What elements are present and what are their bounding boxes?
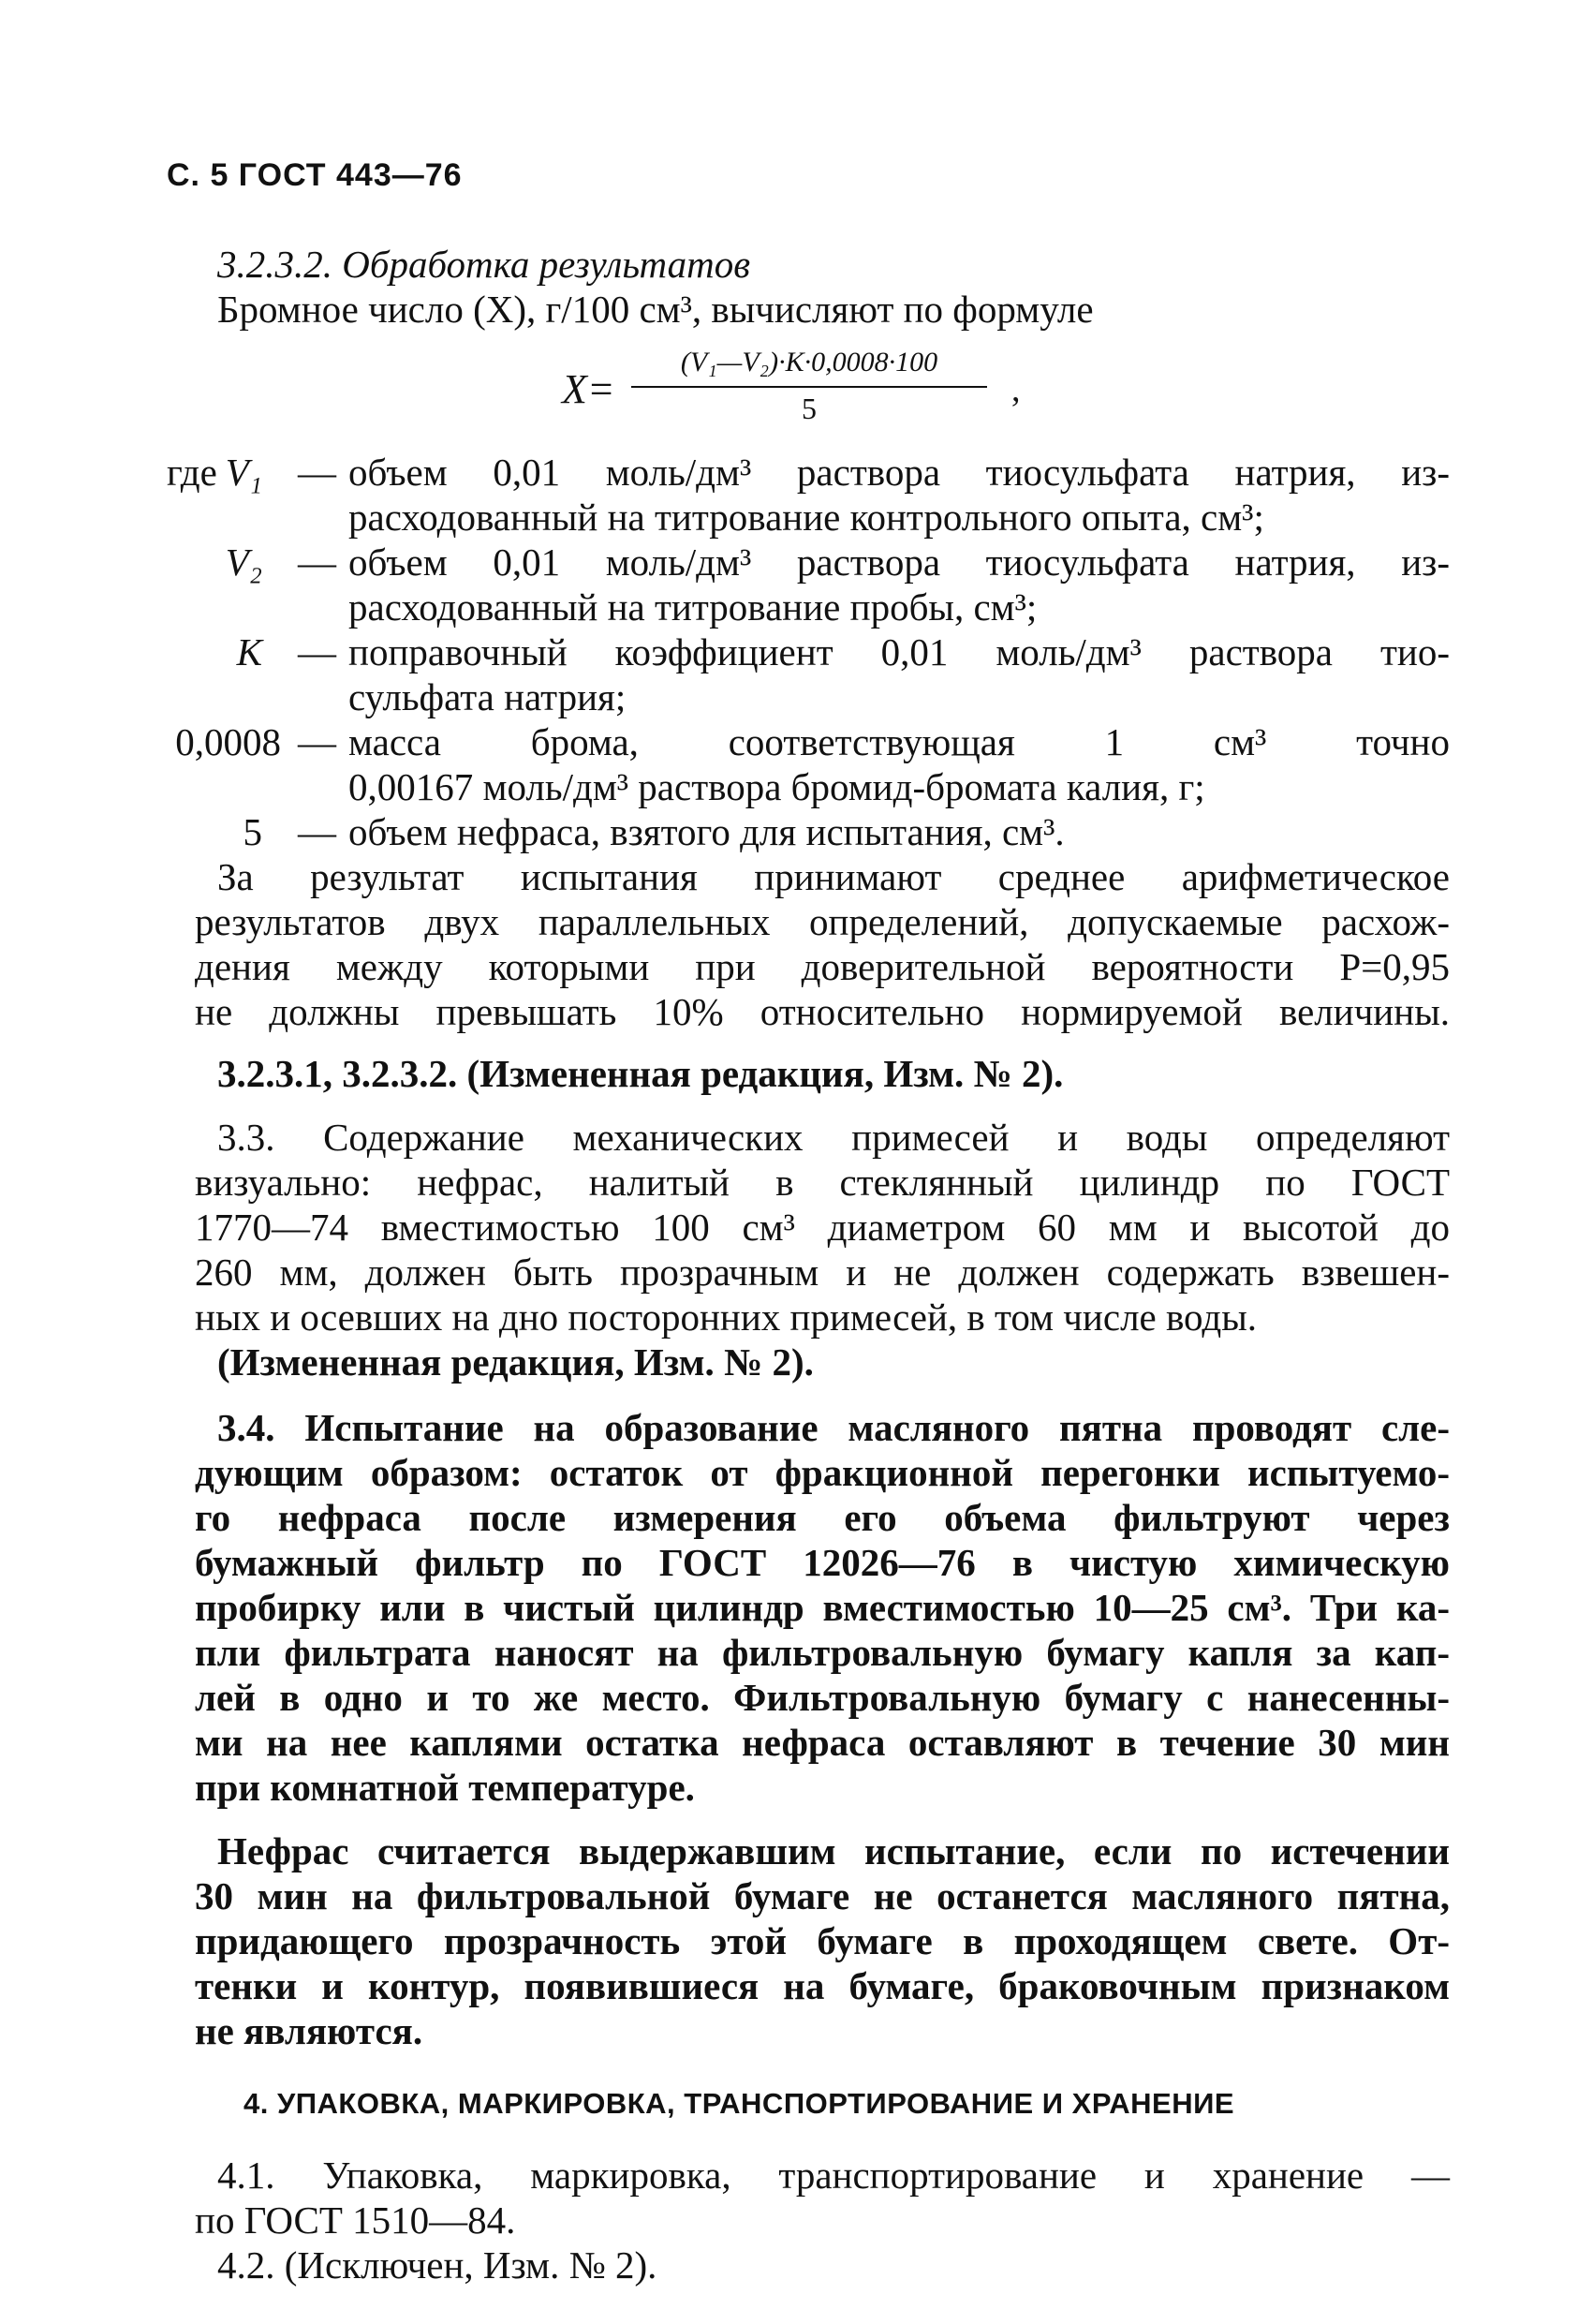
formula-lhs: X=: [562, 366, 615, 412]
paragraph-line: бумажный фильтр по ГОСТ 12026—76 в чистую химическую: [195, 1541, 1450, 1584]
paragraph-line: Нефрас считается выдержавшим испытание, если по истечении: [217, 1829, 1450, 1873]
paragraph-line: тенки и контур, появившиеся на бумаге, браковочным признаком: [195, 1964, 1450, 2007]
paragraph-line: 3.4. Испытание на образование масляного пятна проводят сле-: [217, 1406, 1450, 1449]
paragraph-line: 1770—74 вместимостью 100 см³ диаметром 60 мм и высотой до: [195, 1206, 1450, 1249]
def-symbol: K: [236, 630, 262, 674]
def-symbol: V₂: [225, 540, 262, 584]
def-dash: —: [298, 630, 336, 674]
paragraph-line: За результат испытания принимают среднее арифметическое: [217, 855, 1450, 898]
paragraph-line: 3.3. Содержание механических примесей и воды определяют: [217, 1116, 1450, 1159]
paragraph-line: 30 мин на фильтровальной бумаге не останется масляного пятна,: [195, 1874, 1450, 1917]
def-line: объем нефраса, взятого для испытания, см³.: [348, 810, 1065, 853]
def-dash: —: [298, 810, 336, 853]
def-line: масса брома, соответствующая 1 см³ точно: [348, 720, 1450, 763]
def-symbol: V₁: [225, 451, 262, 494]
paragraph-line: не являются.: [195, 2009, 423, 2052]
page-header: С. 5 ГОСТ 443—76: [167, 157, 463, 193]
paragraph-line: придающего прозрачность этой бумаге в проходящем свете. От-: [195, 1919, 1450, 1962]
def-dash: —: [298, 451, 336, 494]
def-line: поправочный коэффициент 0,01 моль/дм³ раствора тио-: [348, 630, 1450, 674]
def-line: объем 0,01 моль/дм³ раствора тиосульфата натрия, из-: [348, 540, 1450, 584]
formula-denominator: 5: [802, 392, 817, 425]
paragraph-line: при комнатной температуре.: [195, 1766, 695, 1809]
paragraph-line: не должны превышать 10% относительно нормируемой величины.: [195, 990, 1450, 1033]
def-symbol: 0,0008: [175, 720, 281, 763]
paragraph-line: по ГОСТ 1510—84.: [195, 2198, 516, 2242]
paragraph-line: 4.1. Упаковка, маркировка, транспортирование и хранение —: [217, 2154, 1450, 2197]
bromine-number-formula: [562, 347, 1030, 440]
def-line: расходованный на титрование пробы, см³;: [348, 585, 1038, 629]
def-line: 0,00167 моль/дм³ раствора бромид-бромата калия, г;: [348, 765, 1205, 808]
paragraph-line: пли фильтрата наносят на фильтровальную бумагу капля за кап-: [195, 1631, 1450, 1674]
section-3232-heading: 3.2.3.2. Обработка результатов: [217, 243, 751, 286]
paragraph-line: результатов двух параллельных определений, допускаемые расхож-: [195, 900, 1450, 943]
fraction-bar: [631, 386, 987, 388]
amendment-note: [217, 1051, 1472, 1096]
formula-comma: ,: [1011, 370, 1021, 409]
formula-numerator: (V₁—V₂)·K·0,0008·100: [680, 347, 938, 377]
def-dash: —: [298, 540, 336, 584]
where-label: где: [167, 451, 217, 494]
paragraph-4-2: 4.2. (Исключен, Изм. № 2).: [217, 2243, 657, 2287]
amendment-text: 3.2.3.1, 3.2.3.2. (Измененная редакция, Изм. № 2).: [217, 1052, 1064, 1095]
paragraph-line: ми на нее каплями остатка нефраса оставляют в течение 30 мин: [195, 1721, 1450, 1764]
def-line: объем 0,01 моль/дм³ раствора тиосульфата натрия, из-: [348, 451, 1450, 494]
section-3232-intro: Бромное число (X), г/100 см³, вычисляют по формуле: [217, 288, 1094, 331]
paragraph-line: 260 мм, должен быть прозрачным и не должен содержать взвешен-: [195, 1251, 1450, 1294]
paragraph-line: дующим образом: остаток от фракционной перегонки испытуемо-: [195, 1451, 1450, 1494]
def-line: расходованный на титрование контрольного опыта, см³;: [348, 496, 1264, 539]
def-symbol: 5: [243, 810, 262, 853]
paragraph-line: го нефраса после измерения его объема фильтруют через: [195, 1496, 1450, 1539]
section-4-heading: 4. УПАКОВКА, МАРКИРОВКА, ТРАНСПОРТИРОВАНИЕ И ХРАНЕНИЕ: [243, 2087, 1235, 2120]
amendment-note: (Измененная редакция, Изм. № 2).: [217, 1340, 814, 1384]
paragraph-line: лей в одно и то же место. Фильтровальную бумагу с нанесенны-: [195, 1676, 1450, 1719]
paragraph-line: пробирку или в чистый цилиндр вместимостью 10—25 см³. Три ка-: [195, 1586, 1450, 1629]
def-dash: —: [298, 720, 336, 763]
def-line: сульфата натрия;: [348, 675, 627, 718]
paragraph-line: ных и осевших на дно посторонних примесей, в том числе воды.: [195, 1295, 1258, 1339]
paragraph-line: дения между которыми при доверительной вероятности P=0,95: [195, 945, 1450, 988]
paragraph-line: визуально: нефрас, налитый в стеклянный цилиндр по ГОСТ: [195, 1161, 1450, 1204]
